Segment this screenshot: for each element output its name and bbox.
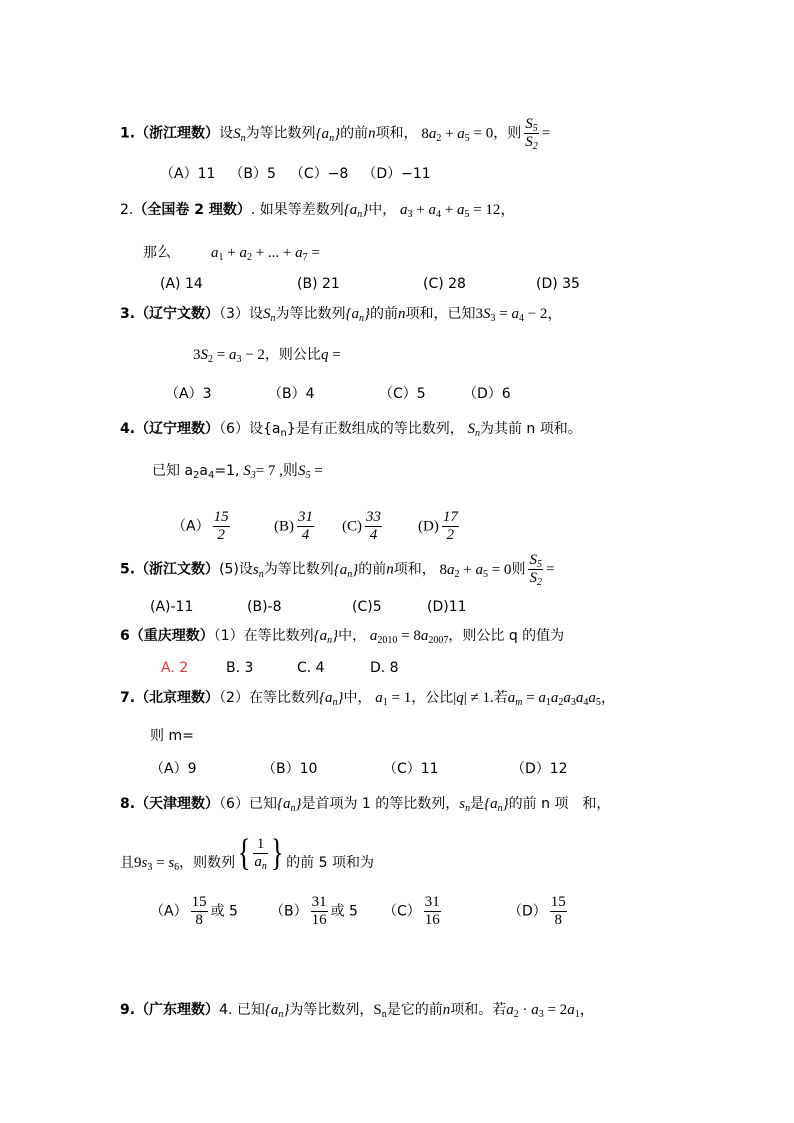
q7-stem-2: 则 m= xyxy=(150,728,194,744)
option: (B)-8 xyxy=(247,599,282,615)
q7-stem: 7.（北京理数）（2）在等比数列$\{a_n\}$中， $a_1 = 1$，公比|q| ≠ 1.若$a_m = a_1a_2a_3a_4a_5$， xyxy=(120,690,616,708)
option-c: （C） $\frac{31}{16}$ xyxy=(383,894,440,928)
option-correct: A. 2 xyxy=(161,660,189,676)
option: (A)-11 xyxy=(150,599,194,615)
option-d: （D） $\frac{15}{8}$ xyxy=(508,894,566,928)
option: (C) 28 xyxy=(423,276,466,292)
q2-stem: 2.（全国卷 2 理数）. 如果等差数列$\{a_n\}$中， $a_3 + a_4 + a_5 = 12$， xyxy=(120,202,516,220)
option: （C）11 xyxy=(383,761,439,777)
option: （B）4 xyxy=(268,386,315,402)
option: （B）5 xyxy=(229,166,276,182)
option: (D)11 xyxy=(427,599,467,615)
q8-stem-2: 且$9s_3 = s_6$，则数列{ $\frac{1}{a_n}$ } 的前 5 项和为 xyxy=(120,832,374,874)
q1-stem: 1.（浙江理数）设$S_n$为等比数列$\{a_n\}$的前n项和， $8a_2 + a_5 = 0$，则 $\frac{S_5}{S_2}$ = xyxy=(120,116,551,152)
q6-stem: 6（重庆理数）（1）在等比数列$\{a_n\}$中， $a_{2010} = 8a_{2007}$，则公比 q 的值为 xyxy=(120,628,565,646)
q2-stem-2: 那么 $a_1 + a_2$ + ... + $a_7$ = xyxy=(143,245,320,263)
option: （C）5 xyxy=(379,386,426,402)
option: （A）3 xyxy=(165,386,212,402)
option: (D) 35 xyxy=(536,276,580,292)
option-b: （B） $\frac{31}{16}$ 或 5 xyxy=(270,894,358,928)
option: D. 8 xyxy=(370,660,399,676)
q1-options xyxy=(160,164,431,184)
option: (A) 14 xyxy=(160,276,203,292)
q9-stem: 9.（广东理数）4. 已知$\{a_n\}$为等比数列，$S_n$是它的前n项和。若$a_2 \cdot a_3 = 2a_1$， xyxy=(120,1002,595,1020)
fraction-s5-s2: $\frac{S_5}{S_2}$ xyxy=(525,116,538,152)
option: （D）6 xyxy=(463,386,511,402)
q5-stem: 5.（浙江文数）(5)设$s_n$为等比数列$\{a_n\}$的前n项和， $8a_2 + a_5 = 0$则 $\frac{S_5}{S_2}$ = xyxy=(120,552,555,588)
option-b: (B) $\frac{31}{4}$ xyxy=(274,509,313,543)
option: （D）−11 xyxy=(362,166,431,182)
option: B. 3 xyxy=(226,660,254,676)
q8-stem: 8.（天津理数）（6）已知$\{a_n\}$是首项为 1 的等比数列，$s_n$是$\{a_n\}$的前 n 项 和， xyxy=(120,796,611,814)
option-a: （A） $\frac{15}{8}$ 或 5 xyxy=(150,894,238,928)
option: (B) 21 xyxy=(297,276,340,292)
q3-stem: 3.（辽宁文数）（3）设$S_n$为等比数列$\{a_n\}$的前n项和，已知$3S_3 = a_4 - 2$， xyxy=(120,306,563,324)
q4-stem: 4.（辽宁理数）（6）设$\{a_n\}$是有正数组成的等比数列， $S_n$为其前 n 项和。 xyxy=(120,421,582,439)
option-a: （A） $\frac{15}{2}$ xyxy=(172,509,229,543)
option: （A）11 xyxy=(160,166,216,182)
option: （B）10 xyxy=(262,761,318,777)
option-d: (D) $\frac{17}{2}$ xyxy=(418,509,458,543)
option: （D）12 xyxy=(511,761,568,777)
q4-stem-2: 已知 $a_2a_4=1$, $S_3= 7$ ,则$S_5$ = xyxy=(152,463,323,481)
q3-stem-2: $3S_2 = a_3 - 2$，则公比q = xyxy=(193,347,341,365)
option: C. 4 xyxy=(297,660,325,676)
option-c: (C) $\frac{33}{4}$ xyxy=(342,509,381,543)
option: (C)5 xyxy=(352,599,382,615)
option: （C）−8 xyxy=(289,166,349,182)
option: （A）9 xyxy=(150,761,197,777)
